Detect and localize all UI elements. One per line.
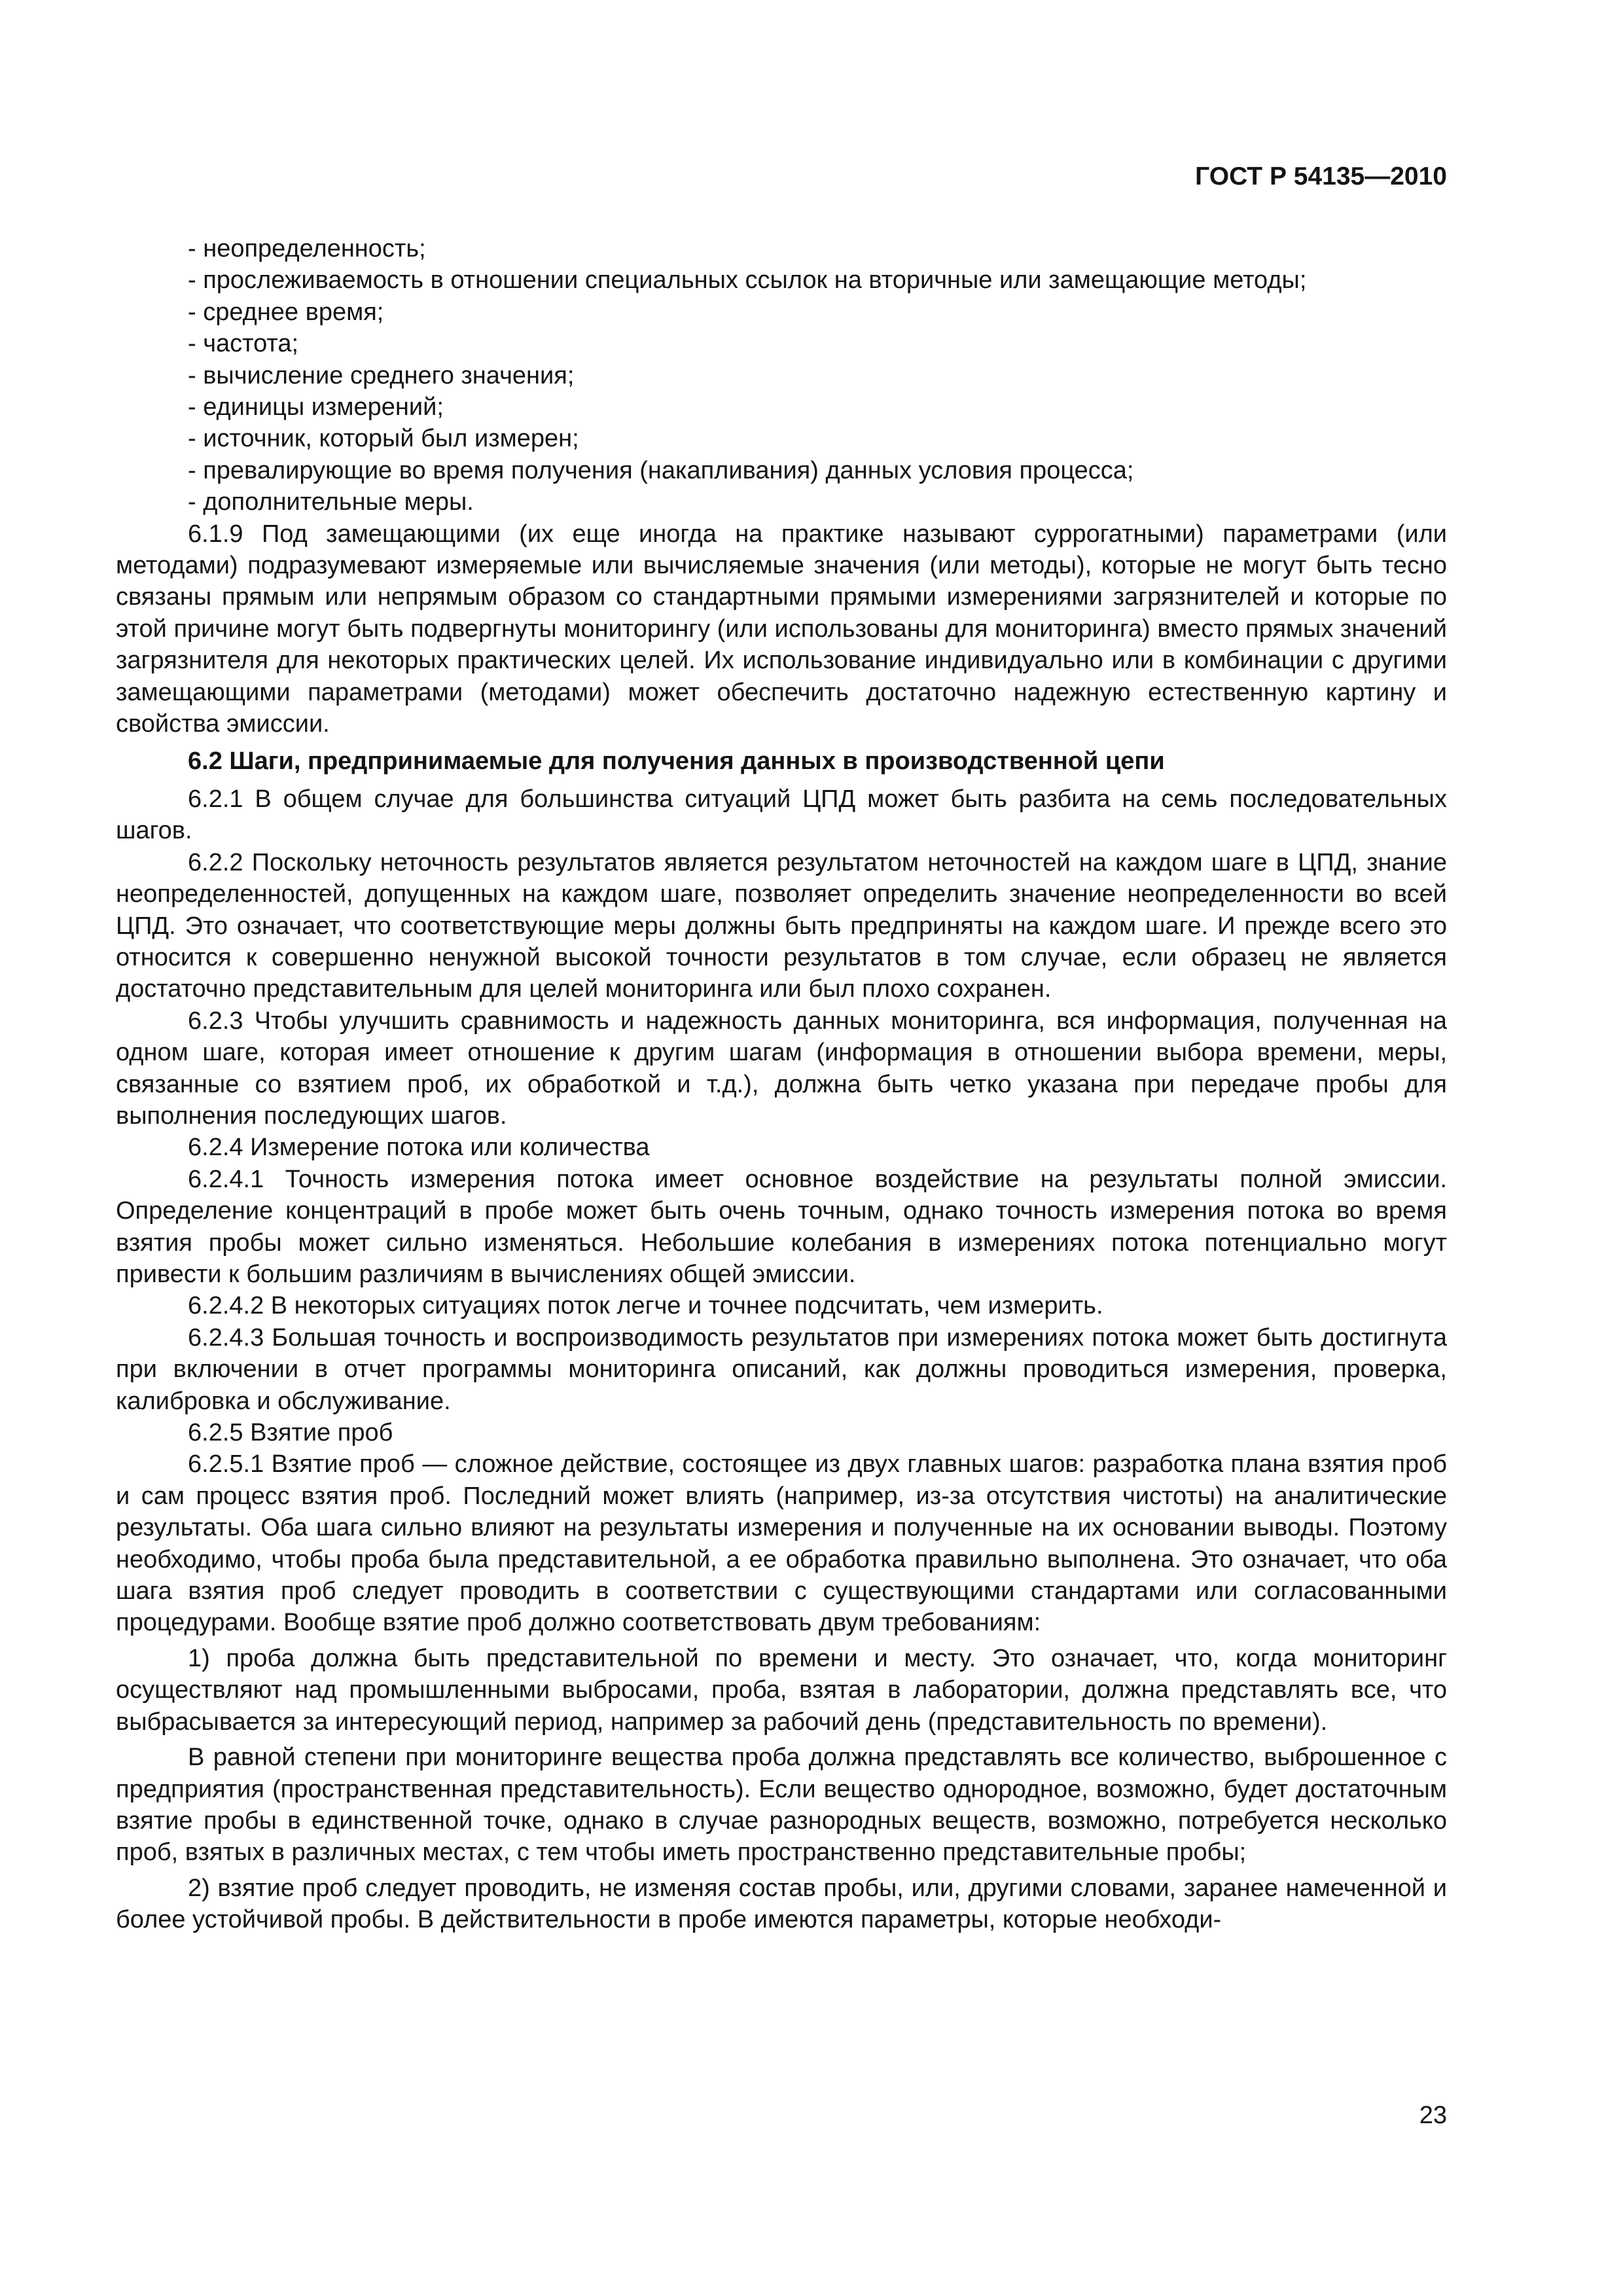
paragraph-6-2-3: 6.2.3 Чтобы улучшить сравнимость и надежность данных мониторинга, вся информация, полученная на одном шаге, которая имеет отношение к другим шагам (информация в отношении выбора времени, меры, связанные со взятием проб, их обработкой и т.д.), должна быть четко указана при передаче пробы для выполнения последующих шагов. bbox=[116, 1007, 1447, 1130]
list-item: - источник, который был измерен; bbox=[188, 425, 579, 453]
paragraph-6-2-1: 6.2.1 В общем случае для большинства ситуаций ЦПД может быть разбита на семь последовательных шагов. bbox=[116, 785, 1447, 845]
paragraph-6-2-4-1: 6.2.4.1 Точность измерения потока имеет основное воздействие на результаты полной эмиссии. Определение концентраций в пробе может быть очень точным, однако точность измерения потока во время взятия пробы может сильно изменяться. Небольшие колебания в измерениях потока потенциально могут привести к большим различиям в вычислениях общей эмиссии. bbox=[116, 1165, 1447, 1288]
list-item: - единицы измерений; bbox=[188, 393, 444, 422]
paragraph-6-2-5-1: 6.2.5.1 Взятие проб — сложное действие, состоящее из двух главных шагов: разработка плана взятия проб и сам процесс взятия проб. Последний может влиять (например, из-за отсутствия чистоты) на аналитические результаты. Оба шага сильно влияют на результаты измерения и полученные на их основании выводы. Поэтому необходимо, чтобы проба была представительной, а ее обработка правильно выполнена. Это означает, что оба шага взятия проб следует проводить в соответствии с существующими стандартами или согласованными процедурами. Вообще взятие проб должно соответствовать двум требованиям: bbox=[116, 1450, 1447, 1637]
list-item: - вычисление среднего значения; bbox=[188, 361, 575, 389]
paragraph-6-2-4-2: 6.2.4.2 В некоторых ситуациях поток легче и точнее подсчитать, чем измерить. bbox=[188, 1292, 1103, 1320]
list-item: - прослеживаемость в отношении специальных ссылок на вторичные или замещающие методы; bbox=[188, 266, 1307, 295]
document-body bbox=[116, 233, 1447, 1936]
page-number: 23 bbox=[1419, 2102, 1447, 2129]
requirement-2: 2) взятие проб следует проводить, не изменяя состав пробы, или, другими словами, заранее намеченной и более устойчивой пробы. В действительности в пробе имеются параметры, которые необходи- bbox=[116, 1874, 1447, 1934]
requirement-1: 1) проба должна быть представительной по времени и месту. Это означает, что, когда мониторинг осуществляют над промышленными выбросами, проба, взятая в лаборатории, должна представлять все, что выбрасывается за интересующий период, например за рабочий день (представительность по времени). bbox=[116, 1644, 1447, 1736]
section-heading-6-2: 6.2 Шаги, предпринимаемые для получения данных в производственной цепи bbox=[188, 747, 1165, 775]
paragraph-6-2-2: 6.2.2 Поскольку неточность результатов является результатом неточностей на каждом шаге в ЦПД, знание неопределенностей, допущенных на каждом шаге, позволяет определить значение неопределенности во всей ЦПД. Это означает, что соответствующие меры должны быть предприняты на каждом шаге. И прежде всего это относится к совершенно ненужной высокой точности результатов в том случае, если образец не является достаточно представительным для целей мониторинга или был плохо сохранен. bbox=[116, 848, 1447, 1003]
requirement-1-continued: В равной степени при мониторинге вещества проба должна представлять все количество, выброшенное с предприятия (пространственная представительность). Если вещество однородное, возможно, будет достаточным взятие пробы в единственной точке, однако в случае разнородных веществ, возможно, потребуется несколько проб, взятых в различных местах, с тем чтобы иметь пространственно представительные пробы; bbox=[116, 1744, 1447, 1867]
list-item: - неопределенность; bbox=[188, 235, 426, 262]
list-item: - среднее время; bbox=[188, 298, 384, 326]
paragraph-6-1-9: 6.1.9 Под замещающими (их еще иногда на практике называют суррогатными) параметрами (или методами) подразумевают измеряемые или вычисляемые значения (или методы), которые не могут быть тесно связаны прямым или непрямым образом со стандартными прямыми измерениями загрязнителей и которые по этой причине могут быть подвергнуты мониторингу (или использованы для мониторинга) вместо прямых значений загрязнителя для некоторых практических целей. Их использование индивидуально или в комбинации с другими замещающими параметрами (методами) может обеспечить достаточно надежную естественную картину и свойства эмиссии. bbox=[116, 520, 1447, 738]
paragraph-6-2-5: 6.2.5 Взятие проб bbox=[188, 1419, 393, 1447]
list-item: - превалирующие во время получения (накапливания) данных условия процесса; bbox=[188, 456, 1134, 484]
paragraph-6-2-4-3: 6.2.4.3 Большая точность и воспроизводимость результатов при измерениях потока может быть достигнута при включении в отчет программы мониторинга описаний, как должны проводиться измерения, проверка, калибровка и обслуживание. bbox=[116, 1323, 1447, 1415]
document-page bbox=[116, 0, 1447, 2296]
document-id-header: ГОСТ Р 54135—2010 bbox=[1195, 162, 1447, 190]
paragraph-6-2-4: 6.2.4 Измерение потока или количества bbox=[188, 1134, 650, 1162]
list-item: - дополнительные меры. bbox=[188, 488, 474, 516]
list-item: - частота; bbox=[188, 330, 299, 358]
